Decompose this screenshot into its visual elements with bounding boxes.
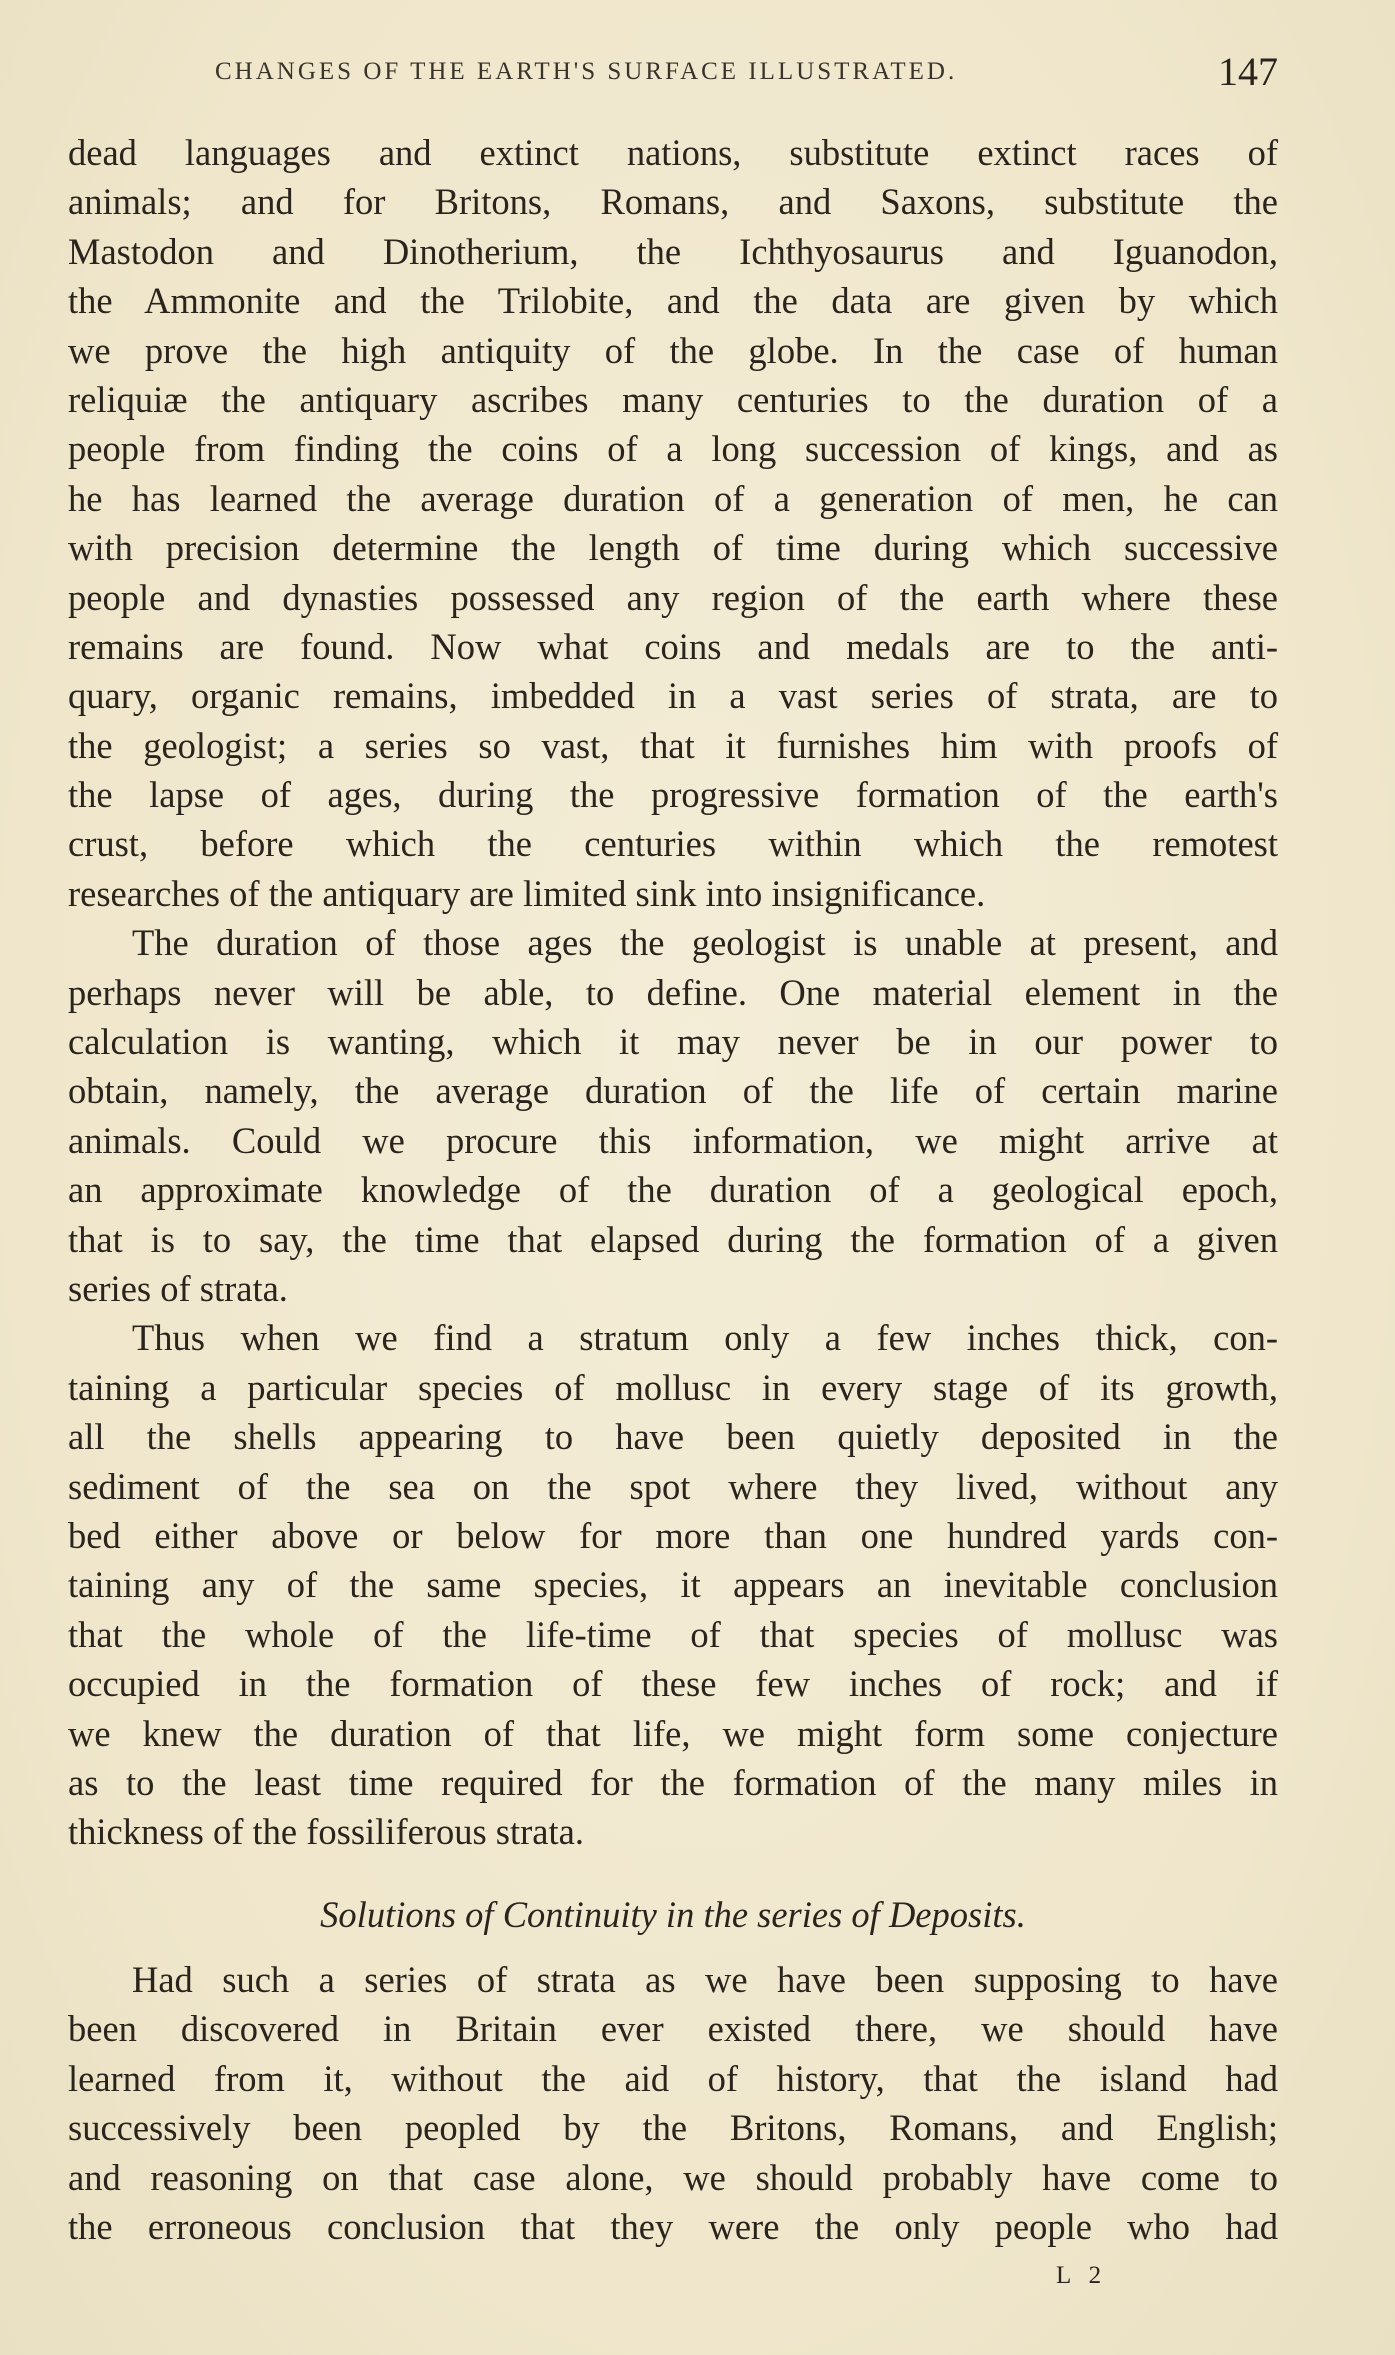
text-line: all the shells appearing to have been quietly deposited in the — [68, 1416, 1278, 1458]
section-heading: Solutions of Continuity in the series of Deposits. — [320, 1894, 1026, 1935]
text-line: sediment of the sea on the spot where they lived, without any — [68, 1465, 1278, 1507]
text-line: perhaps never will be able, to define. One material element in the — [68, 971, 1278, 1013]
text-line: the erroneous conclusion that they were the only people who had — [68, 2205, 1278, 2247]
text-line: thickness of the fossiliferous strata. — [68, 1811, 584, 1853]
running-head: CHANGES OF THE EARTH'S SURFACE ILLUSTRATED. — [215, 58, 958, 85]
text-line: series of strata. — [68, 1267, 288, 1309]
text-line: and reasoning on that case alone, we should probably have come to — [68, 2156, 1278, 2198]
text-line: we prove the high antiquity of the globe. In the case of human — [68, 329, 1278, 371]
text-line: learned from it, without the aid of history, that the island had — [68, 2057, 1278, 2099]
text-line: an approximate knowledge of the duration of a geological epoch, — [68, 1169, 1278, 1211]
text-line: dead languages and extinct nations, substitute extinct races of — [68, 132, 1278, 173]
text-line: taining any of the same species, it appears an inevitable conclusion — [68, 1564, 1278, 1606]
text-line: he has learned the average duration of a generation of men, he can — [68, 477, 1278, 519]
text-line: people from finding the coins of a long succession of kings, and as — [68, 428, 1278, 470]
page-number: 147 — [1218, 49, 1278, 94]
text-line: as to the least time required for the formation of the many miles in — [68, 1761, 1278, 1803]
text-line: that the whole of the life-time of that species of mollusc was — [68, 1613, 1278, 1655]
text-line: Had such a series of strata as we have been supposing to have — [132, 1959, 1278, 2000]
text-line: reliquiæ the antiquary ascribes many centuries to the duration of a — [68, 378, 1278, 420]
signature-mark: L 2 — [1056, 2262, 1108, 2289]
text-line: remains are found. Now what coins and medals are to the anti- — [68, 625, 1278, 667]
text-line: been discovered in Britain ever existed there, we should have — [68, 2008, 1278, 2050]
text-line: the geologist; a series so vast, that it furnishes him with proofs of — [68, 724, 1278, 766]
text-line: we knew the duration of that life, we might form some conjecture — [68, 1712, 1278, 1754]
text-line: crust, before which the centuries within which the remotest — [68, 823, 1278, 865]
text-line: calculation is wanting, which it may never be in our power to — [68, 1021, 1278, 1063]
body-text — [68, 128, 1278, 1857]
text-line: bed either above or below for more than one hundred yards con- — [68, 1514, 1278, 1556]
text-line: animals. Could we procure this information, we might arrive at — [68, 1119, 1278, 1161]
text-line: that is to say, the time that elapsed during the formation of a given — [68, 1218, 1278, 1260]
text-line: Mastodon and Dinotherium, the Ichthyosaurus and Iguanodon, — [68, 230, 1278, 272]
paragraph-4 — [68, 1955, 1278, 2251]
text-line: occupied in the formation of these few inches of rock; and if — [68, 1663, 1278, 1705]
paragraph-1 — [68, 128, 1278, 918]
paragraph-3 — [68, 1313, 1278, 1856]
page-header — [68, 48, 1278, 98]
text-line: obtain, namely, the average duration of the life of certain marine — [68, 1070, 1278, 1112]
text-line: taining a particular species of mollusc in every stage of its growth, — [68, 1366, 1278, 1408]
text-line: successively been peopled by the Britons, Romans, and English; — [68, 2107, 1278, 2149]
text-line: with precision determine the length of time during which successive — [68, 527, 1278, 569]
text-line: the Ammonite and the Trilobite, and the data are given by which — [68, 280, 1278, 322]
text-line: animals; and for Britons, Romans, and Saxons, substitute the — [68, 181, 1278, 223]
text-line: quary, organic remains, imbedded in a vast series of strata, are to — [68, 675, 1278, 717]
text-line: people and dynasties possessed any region of the earth where these — [68, 576, 1278, 618]
text-line: Thus when we find a stratum only a few inches thick, con- — [132, 1317, 1278, 1359]
text-line: researches of the antiquary are limited sink into insignificance. — [68, 872, 986, 914]
text-line: the lapse of ages, during the progressive formation of the earth's — [68, 774, 1278, 816]
paragraph-2 — [68, 918, 1278, 1313]
text-line: The duration of those ages the geologist is unable at present, and — [132, 922, 1278, 964]
